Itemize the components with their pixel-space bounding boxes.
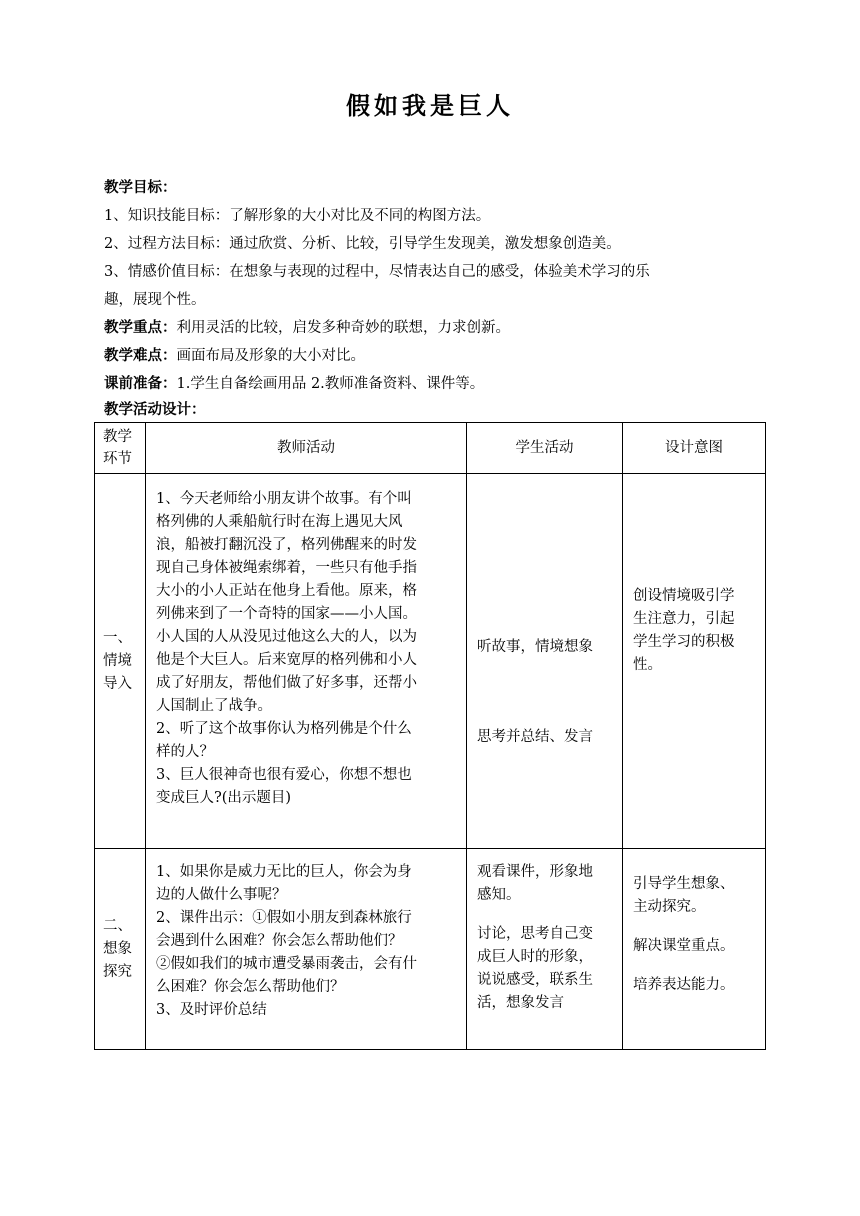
header-purpose: 设计意图	[623, 423, 766, 474]
objective-item-2: 2、过程方法目标：通过欣赏、分析、比较，引导学生发现美，激发想象创造美。	[104, 236, 621, 252]
table-row	[95, 474, 766, 849]
student-line: 观看课件，形象地	[477, 864, 593, 880]
stage-text: 导入	[103, 675, 132, 692]
activity-table	[94, 422, 766, 1050]
header-teacher: 教师活动	[146, 423, 467, 474]
stage-text: 一、	[103, 629, 132, 646]
student-line: 说说感受，联系生	[477, 972, 593, 988]
stage-cell	[95, 849, 146, 1050]
teacher-line: 小人国的人从没见过他这么大的人，以为	[156, 629, 417, 645]
stage-text: 探究	[103, 963, 132, 980]
teacher-line: 格列佛的人乘船航行时在海上遇见大风	[156, 514, 403, 530]
teacher-line: 么困难？你会怎么帮助他们？	[156, 979, 345, 995]
document-title: 假如我是巨人	[346, 91, 514, 120]
teacher-line: 3、及时评价总结	[156, 1002, 267, 1018]
teacher-line: 变成巨人?(出示题目)	[156, 790, 292, 806]
activity-heading: 教学活动设计：	[104, 401, 206, 418]
teacher-line: 边的人做什么事呢？	[156, 887, 287, 903]
teacher-line: 2、课件出示：①假如小朋友到森林旅行	[156, 910, 412, 926]
preparation-label: 课前准备：	[104, 375, 177, 392]
key-point-line	[104, 314, 764, 342]
purpose-line: 生注意力，引起	[633, 611, 735, 627]
objective-item-3: 3、情感价值目标：在想象与表现的过程中，尽情表达自己的感受，体验美术学习的乐	[104, 264, 650, 280]
stage-text: 二、	[103, 917, 132, 934]
purpose-line: 创设情境吸引学	[633, 588, 735, 604]
teacher-line: ②假如我们的城市遭受暴雨袭击，会有什	[156, 956, 417, 972]
key-point-label: 教学重点：	[104, 319, 177, 336]
purpose-line: 学生学习的积极	[633, 634, 735, 650]
teacher-line: 人国制止了战争。	[156, 698, 272, 714]
difficulty-label: 教学难点：	[104, 347, 177, 364]
teacher-line: 样的人？	[156, 744, 214, 760]
teacher-line: 会遇到什么困难？你会怎么帮助他们？	[156, 933, 403, 949]
objectives-heading: 教学目标：	[104, 179, 177, 196]
objective-item-3-cont: 趣，展现个性。	[104, 292, 206, 308]
purpose-line: 主动探究。	[633, 899, 706, 915]
purpose-cell	[623, 474, 766, 849]
header-stage-line2: 环节	[103, 451, 132, 467]
header-student: 学生活动	[467, 423, 623, 474]
stage-text: 想象	[103, 940, 132, 957]
purpose-line: 性。	[633, 657, 662, 673]
teacher-line: 2、听了这个故事你认为格列佛是个什么	[156, 721, 412, 737]
teacher-line: 现自己身体被绳索绑着，一些只有他手指	[156, 560, 417, 576]
difficulty-line	[104, 342, 764, 370]
purpose-cell	[623, 849, 766, 1050]
difficulty-text: 画面布局及形象的大小对比。	[176, 348, 365, 364]
stage-text: 情境	[103, 652, 132, 669]
teacher-line: 成了好朋友，帮他们做了好多事，还帮小	[156, 675, 417, 691]
teacher-activity-cell	[146, 474, 467, 849]
stage-cell	[95, 474, 146, 849]
teacher-line: 他是个大巨人。后来宽厚的格列佛和小人	[156, 652, 417, 668]
student-activity-cell	[467, 849, 623, 1050]
student-line: 听故事，情境想象	[477, 639, 593, 655]
teacher-line: 列佛来到了一个奇特的国家——小人国。	[156, 606, 417, 622]
teacher-line: 浪，船被打翻沉没了，格列佛醒来的时发	[156, 537, 417, 553]
purpose-line: 引导学生想象、	[633, 876, 735, 892]
student-activity-cell	[467, 474, 623, 849]
preparation-line	[104, 370, 764, 398]
header-stage	[95, 423, 146, 474]
table-header-row	[95, 423, 766, 474]
teacher-line: 1、今天老师给小朋友讲个故事。有个叫	[156, 491, 412, 507]
teacher-line: 1、如果你是威力无比的巨人，你会为身	[156, 864, 412, 880]
student-line: 感知。	[477, 887, 521, 903]
teacher-line: 大小的小人正站在他身上看他。原来，格	[156, 583, 417, 599]
student-line: 成巨人时的形象，	[477, 949, 593, 965]
teacher-line: 3、巨人很神奇也很有爱心，你想不想也	[156, 767, 412, 783]
table-row	[95, 849, 766, 1050]
preparation-text: 1.学生自备绘画用品 2.教师准备资料、课件等。	[176, 376, 485, 392]
student-line: 思考并总结、发言	[477, 729, 593, 745]
purpose-line: 培养表达能力。	[633, 977, 735, 993]
purpose-line: 解决课堂重点。	[633, 938, 735, 954]
student-line: 讨论，思考自己变	[477, 926, 593, 942]
objective-item-1: 1、知识技能目标：了解形象的大小对比及不同的构图方法。	[104, 208, 491, 224]
header-stage-line1: 教学	[103, 429, 132, 445]
key-point-text: 利用灵活的比较，启发多种奇妙的联想，力求创新。	[176, 320, 510, 336]
teacher-activity-cell	[146, 849, 467, 1050]
student-line: 活，想象发言	[477, 995, 564, 1011]
